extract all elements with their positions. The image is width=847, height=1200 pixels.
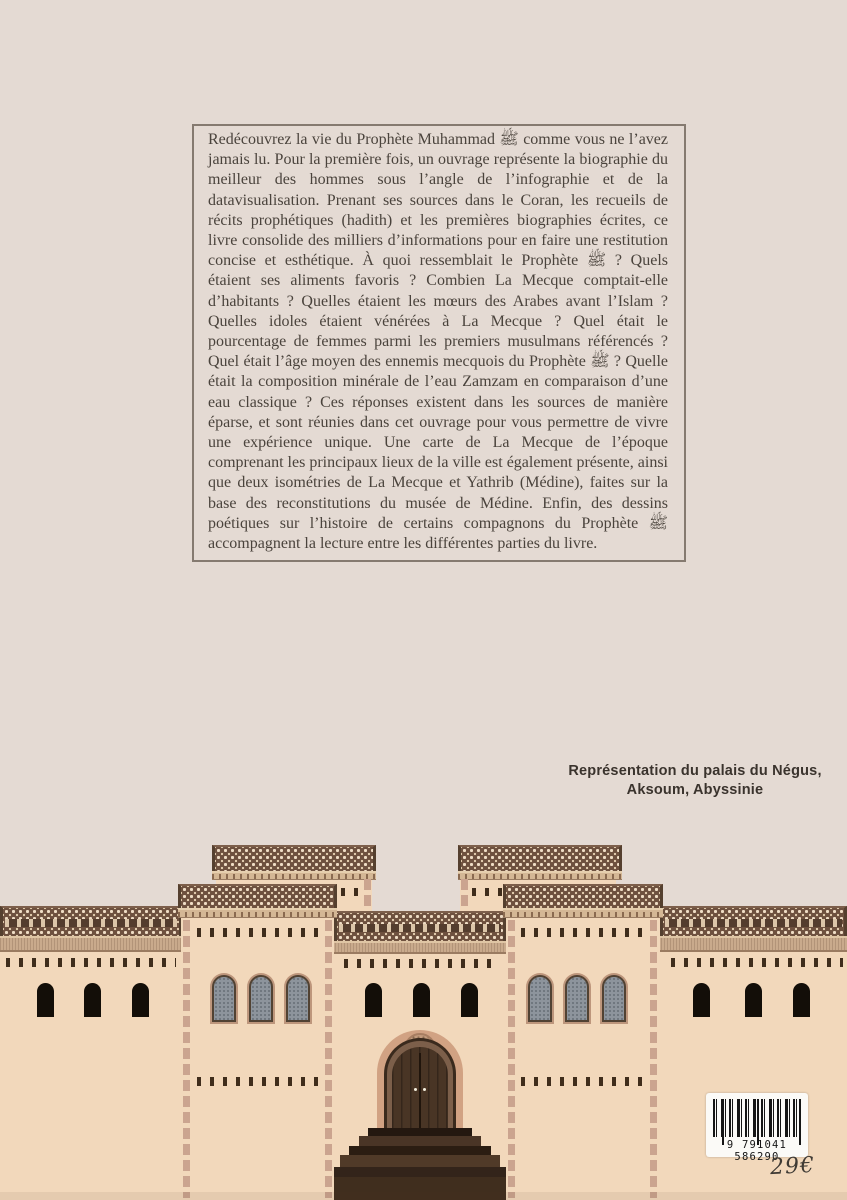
arched-window — [84, 983, 101, 1017]
door-handle — [423, 1088, 426, 1091]
lattice-window — [565, 975, 589, 1022]
front-tower-right-lower-slits — [521, 1077, 647, 1086]
front-tower-left-lower-slits — [197, 1077, 323, 1086]
front-tower-right-window-slits — [521, 928, 647, 937]
barcode — [706, 1093, 808, 1163]
front-tower-left-quoin — [183, 920, 190, 1198]
door-step — [368, 1128, 472, 1136]
front-tower-left-cornice — [178, 908, 337, 918]
front-tower-right-quoin — [508, 920, 515, 1198]
front-tower-left-wall — [181, 917, 334, 1200]
lattice-window — [602, 975, 626, 1022]
illustration-caption — [545, 762, 845, 799]
door-split-line — [419, 1053, 421, 1131]
lattice-mid-band — [339, 924, 501, 932]
back-tower-left-cornice — [212, 871, 376, 880]
front-tower-right-wall — [506, 917, 660, 1200]
central-cornice — [332, 941, 508, 954]
lattice-window — [528, 975, 552, 1022]
main-door — [392, 1047, 448, 1131]
arched-window — [793, 983, 810, 1017]
caption-line-2: Aksoum, Abyssinie — [626, 781, 764, 798]
lattice-mid-band — [5, 919, 177, 927]
lattice-mid-band — [665, 919, 842, 927]
book-blurb: Redécouvrez la vie du Prophète Muhammad ﷺ comme vous ne l’avez jamais lu. Pour la première fois, un ouvrage représente la biographie du meilleur des hommes sous l’angle de l’infographie et de la datavisualisation. Prenant ses sources dans le Coran, les recueils de récits prophétiques (hadith) et les premières biographies écrites, ce livre consolide des milliers d’informations pour en faire une restitution concise et esthétique. À quoi ressemblait le Prophète ﷺ ? Quels étaient ses aliments favoris ? Combien La Mecque comptait-elle d’habitants ? Quelles étaient les mœurs des Arabes avant l’Islam ? Quelles idoles étaient vénérées à La Mecque ? Quel était le pourcentage de femmes parmi les premiers musulmans référencés ? Quel était l’âge moyen des ennemis mecquois du Prophète ﷺ ? Quelle était la composition minérale de l’eau Zamzam en comparaison d’une eau classique ? Ces réponses existent dans les sources de manière éparse, et sont réunies dans cet ouvrage pour vous permettre de vivre une expérience unique. Une carte de La Mecque de l’époque comprenant les principaux lieux de la ville est également présente, ainsi que deux isométries de La Mecque et Yathrib (Médine), faites sur la base des reconstitutions du musée de Médine. Enfin, des dessins poétiques sur l’histoire de certains compagnons du Prophète ﷺ accompagnent la lecture entre les différentes parties du livre. — [192, 124, 686, 562]
front-tower-left-crown-lattice — [178, 884, 337, 910]
arched-window — [461, 983, 478, 1017]
door-step — [359, 1136, 481, 1146]
arched-window — [745, 983, 762, 1017]
right-wall-balustrade-lattice — [660, 906, 847, 938]
central-balustrade-lattice — [334, 911, 506, 941]
front-tower-left-window-slits — [197, 928, 323, 937]
lattice-window — [249, 975, 273, 1022]
back-tower-left-crown-lattice — [212, 845, 376, 871]
caption-line-1: Représentation du palais du Négus, — [568, 763, 822, 779]
left-wall-cornice — [0, 936, 182, 952]
arched-window — [37, 983, 54, 1017]
left-wall-balustrade-lattice — [0, 906, 182, 938]
central-window-slits — [344, 959, 496, 968]
ground-shade — [0, 1192, 847, 1200]
arched-window — [365, 983, 382, 1017]
left-wall-window-slits — [6, 958, 176, 967]
door-handle — [414, 1088, 417, 1091]
front-tower-left-quoin — [325, 920, 332, 1198]
right-wall-cornice — [658, 936, 847, 952]
door-step — [349, 1146, 491, 1155]
door-step — [340, 1155, 500, 1167]
front-tower-right-cornice — [503, 908, 663, 918]
arched-window — [693, 983, 710, 1017]
lattice-window — [286, 975, 310, 1022]
front-tower-right-crown-lattice — [503, 884, 663, 910]
arched-window — [413, 983, 430, 1017]
right-wall-window-slits — [671, 958, 843, 967]
door-step — [331, 1167, 509, 1177]
front-tower-right-quoin — [650, 920, 657, 1198]
arched-window — [132, 983, 149, 1017]
back-tower-right-cornice — [458, 871, 622, 880]
lattice-window — [212, 975, 236, 1022]
price-label: 29€ — [769, 1152, 816, 1181]
back-tower-right-crown-lattice — [458, 845, 622, 871]
barcode-number: 9 791041 586290 — [726, 1139, 788, 1163]
